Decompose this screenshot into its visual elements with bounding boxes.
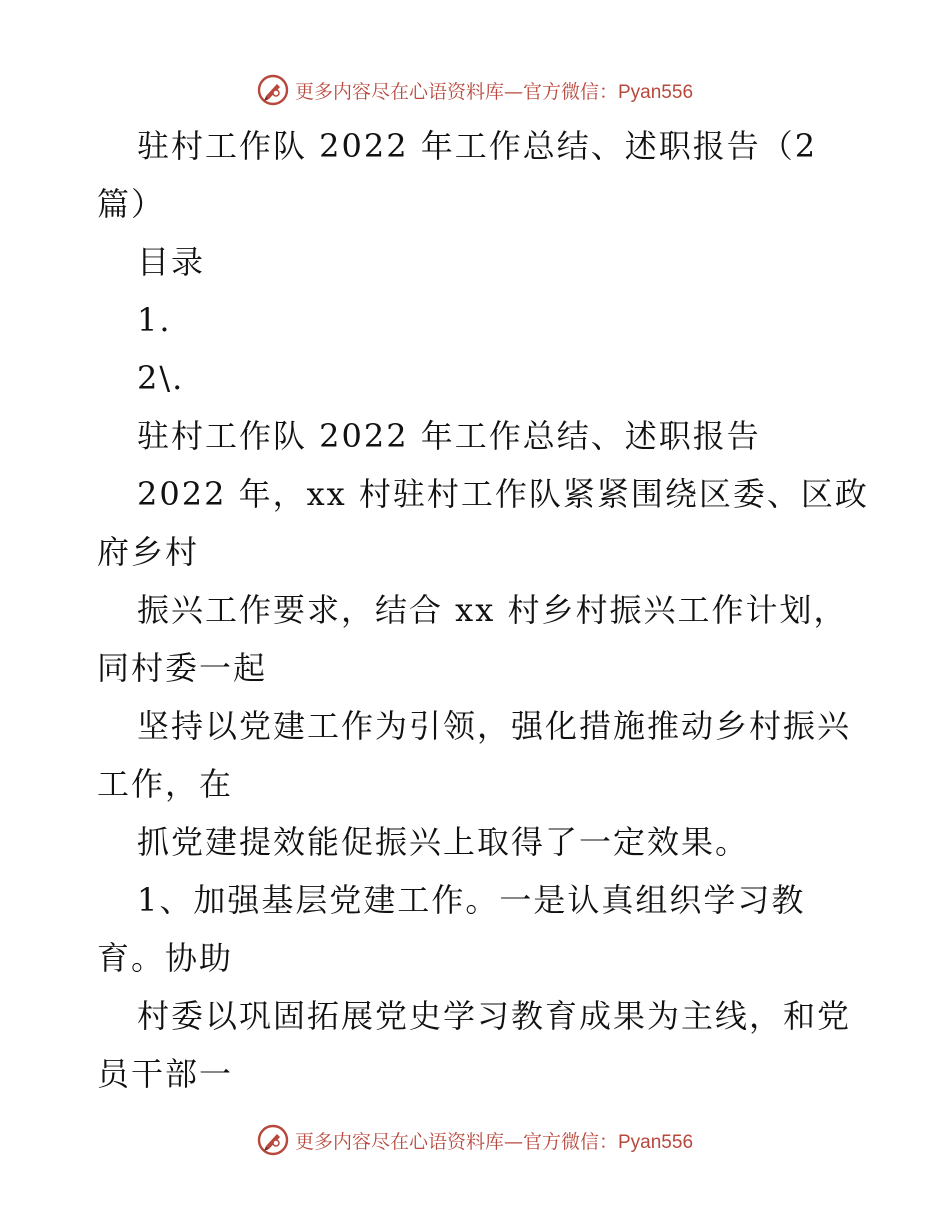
doc-title-line-1: 驻村工作队 2022 年工作总结、述职报告（2 <box>137 127 818 165</box>
footer-banner-handle: Pyan556 <box>618 1131 694 1153</box>
header-banner-handle: Pyan556 <box>618 81 694 103</box>
paragraph-line: 同村委一起 <box>97 649 268 687</box>
pen-logo-icon <box>257 74 289 106</box>
header-banner-text: 更多内容尽在心语资料库—官方微信： <box>294 80 618 103</box>
toc-heading: 目录 <box>137 243 206 281</box>
paragraph-line: 工作，在 <box>97 765 234 803</box>
paragraph-line: 村委以巩固拓展党史学习教育成果为主线，和党 <box>137 997 852 1035</box>
footer-banner-text: 更多内容尽在心语资料库—官方微信： <box>294 1130 618 1153</box>
paragraph-line: 员干部一 <box>97 1055 234 1093</box>
paragraph-line: 育。协助 <box>97 939 234 977</box>
document-body <box>97 117 869 1103</box>
doc-title-line-2: 篇） <box>97 185 166 223</box>
paragraph-line: 抓党建提效能促振兴上取得了一定效果。 <box>137 823 750 861</box>
pen-logo-icon <box>257 1124 289 1156</box>
paragraph-line: 振兴工作要求，结合 xx 村乡村振兴工作计划， <box>137 591 848 629</box>
header-banner <box>0 70 950 110</box>
paragraph-line: 2022 年，xx 村驻村工作队紧紧围绕区委、区政 <box>137 475 869 513</box>
paragraph-line: 府乡村 <box>97 533 200 571</box>
paragraph-line: 坚持以党建工作为引领，强化措施推动乡村振兴 <box>137 707 852 745</box>
section-title: 驻村工作队 2022 年工作总结、述职报告 <box>137 417 761 455</box>
paragraph-line: 1、加强基层党建工作。一是认真组织学习教 <box>137 881 806 919</box>
toc-item-1: 1. <box>137 301 172 339</box>
toc-item-2: 2\. <box>137 359 185 397</box>
footer-banner <box>0 1120 950 1160</box>
